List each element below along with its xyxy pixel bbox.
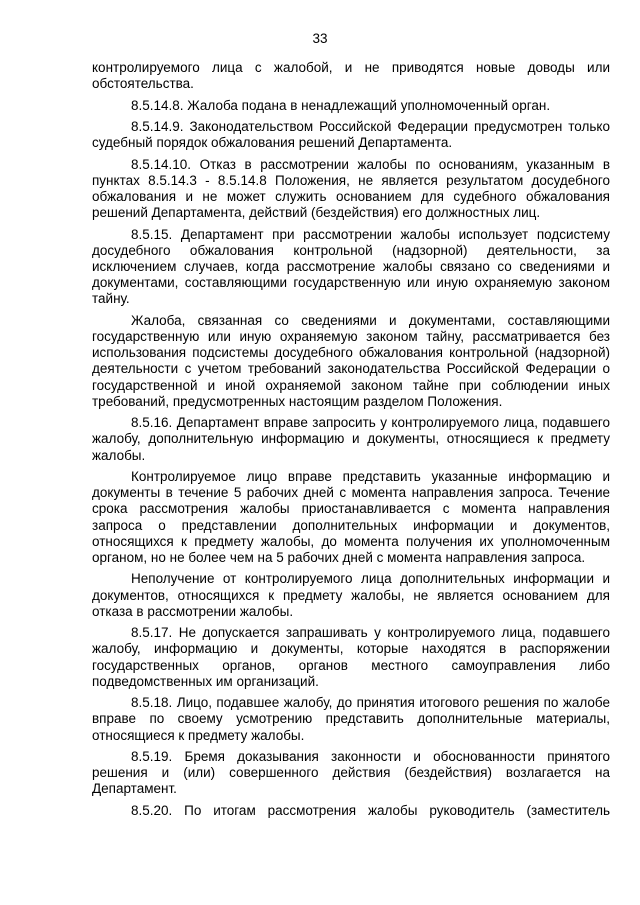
paragraph: 8.5.17. Не допускается запрашивать у контролируемого лица, подавшего жалобу, информацию и документы, которые находятся в распоряжении государственных органов, органов местного самоуправления либо подведомственных им организаций. <box>92 625 610 689</box>
document-body <box>92 60 610 824</box>
paragraph: 8.5.16. Департамент вправе запросить у контролируемого лица, подавшего жалобу, дополнительную информацию и документы, относящиеся к предмету жалобы. <box>92 415 610 463</box>
paragraph: 8.5.15. Департамент при рассмотрении жалобы использует подсистему досудебного обжалования контрольной (надзорной) деятельности, за исключением случаев, когда рассмотрение жалобы связано со сведениями и документами, составляющими государственную или иную охраняемую законом тайну. <box>92 226 610 307</box>
paragraph: Контролируемое лицо вправе представить указанные информацию и документы в течение 5 рабочих дней с момента направления запроса. Течение срока рассмотрения жалобы приостанавливается с момента направления запроса о представлении дополнительных информации и документов, относящихся к предмету жалобы, до момента получения их уполномоченным органом, но не более чем на 5 рабочих дней с момента направления запроса. <box>92 468 610 565</box>
paragraph: 8.5.18. Лицо, подавшее жалобу, до принятия итогового решения по жалобе вправе по своему усмотрению представить дополнительные материалы, относящиеся к предмету жалобы. <box>92 695 610 743</box>
page-number: 33 <box>312 31 328 46</box>
paragraph: Неполучение от контролируемого лица дополнительных информации и документов, относящихся к предмету жалобы, не является основанием для отказа в рассмотрении жалобы. <box>92 571 610 619</box>
paragraph: 8.5.14.8. Жалоба подана в ненадлежащий уполномоченный орган. <box>131 97 551 113</box>
paragraph: 8.5.19. Бремя доказывания законности и обоснованности принятого решения и (или) совершенного действия (бездействия) возлагается на Департамент. <box>92 748 610 797</box>
paragraph: 8.5.20. По итогам рассмотрения жалобы руководитель (заместитель <box>131 802 610 818</box>
paragraph: контролируемого лица с жалобой, и не приводятся новые доводы или обстоятельства. <box>92 60 610 92</box>
paragraph: 8.5.14.9. Законодательством Российской Федерации предусмотрен только судебный порядок обжалования решений Департамента. <box>92 118 610 151</box>
paragraph: Жалоба, связанная со сведениями и документами, составляющими государственную или иную охраняемую законом тайну, рассматривается без использования подсистемы досудебного обжалования контрольной (надзорной) деятельности с учетом требований законодательства Российской Федерации о государственной и иной охраняемой законом тайне при соблюдении иных требований, предусмотренных настоящим разделом Положения. <box>92 312 610 409</box>
paragraph: 8.5.14.10. Отказ в рассмотрении жалобы по основаниям, указанным в пунктах 8.5.14.3 - 8.5.14.8 Положения, не является результатом досудебного обжалования и не может служить основанием для судебного обжалования решений Департамента, действий (бездействия) его должностных лиц. <box>92 156 610 221</box>
